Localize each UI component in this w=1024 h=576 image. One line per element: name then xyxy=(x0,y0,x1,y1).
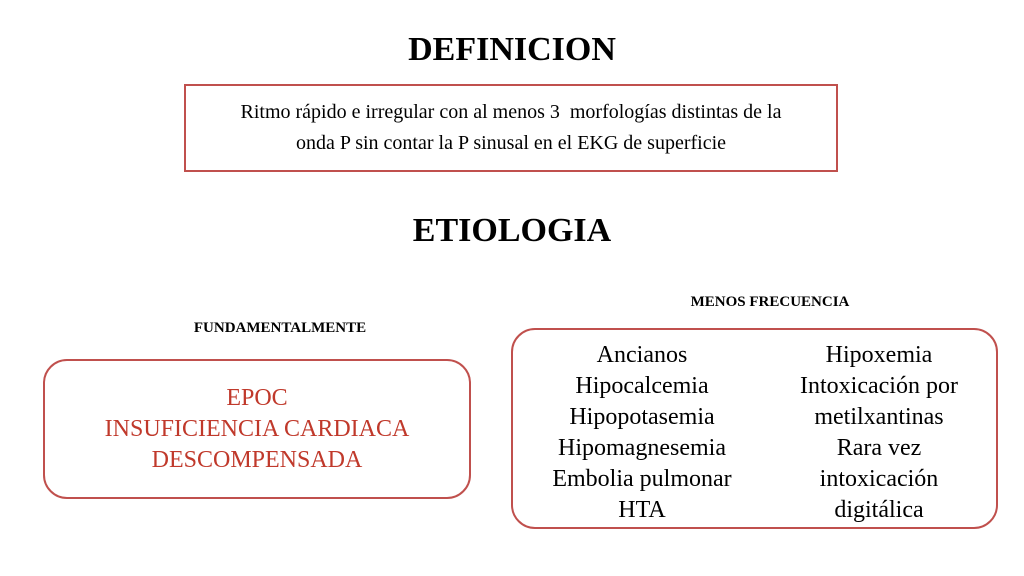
menos-frecuencia-right-column xyxy=(763,340,995,526)
menos-frecuencia-box xyxy=(511,328,998,529)
menos-frecuencia-label: MENOS FRECUENCIA xyxy=(690,294,850,310)
cause-item: Embolia pulmonar xyxy=(552,466,732,492)
cause-item: Rara vez xyxy=(836,435,922,461)
cause-item: digitálica xyxy=(834,497,924,523)
cause-item: Hipoxemia xyxy=(825,342,933,368)
cause-item: HTA xyxy=(618,497,666,523)
fundamentalmente-box xyxy=(43,359,471,499)
definicion-line-2: onda P sin contar la P sinusal en el EKG de superficie xyxy=(295,132,727,154)
definicion-line-1: Ritmo rápido e irregular con al menos 3 morfologías distintas de la xyxy=(240,101,782,123)
fundamentalmente-label: FUNDAMENTALMENTE xyxy=(193,320,367,336)
menos-frecuencia-left-column xyxy=(521,340,763,526)
cause-item: intoxicación xyxy=(819,466,939,492)
etiologia-title: ETIOLOGIA xyxy=(412,212,612,249)
definicion-box xyxy=(184,84,838,172)
cause-item: Hipomagnesemia xyxy=(558,435,726,461)
cause-item: metilxantinas xyxy=(814,404,944,430)
cause-item: Hipopotasemia xyxy=(569,404,715,430)
fundamentalmente-item: EPOC xyxy=(226,384,288,411)
fundamentalmente-item: DESCOMPENSADA xyxy=(151,446,363,473)
cause-item: Hipocalcemia xyxy=(575,373,709,399)
definicion-title: DEFINICION xyxy=(408,31,616,68)
cause-item: Intoxicación por xyxy=(800,373,958,399)
cause-item: Ancianos xyxy=(596,342,688,368)
fundamentalmente-item: INSUFICIENCIA CARDIACA xyxy=(104,415,410,442)
